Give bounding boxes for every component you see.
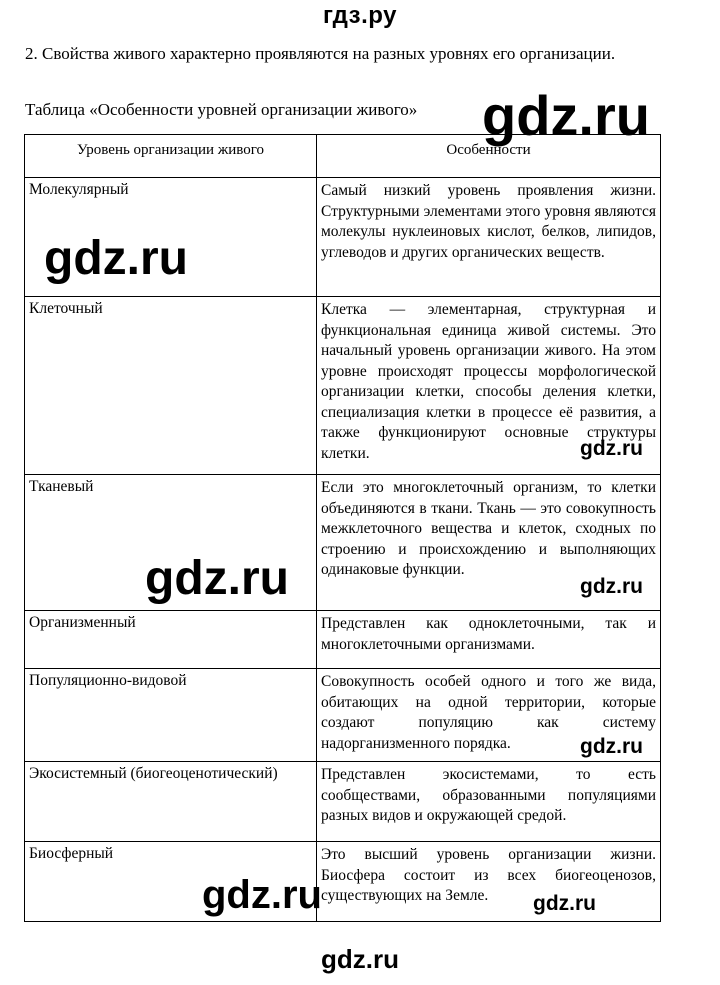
level-cell: Молекулярный — [25, 178, 317, 297]
watermark-tissue-large: gdz.ru — [145, 552, 289, 605]
features-cell: Клетка — элементарная, структурная и функциональная единица живой системы. Это начальный уровень организации живого. На этом уровне происходят процессы морфологической организации клетки, способы деления клетки, специализация клетки в процессе её развития, а также функционируют основные структуры клетки. — [317, 297, 661, 475]
level-cell: Экосистемный (биогеоценотический) — [25, 762, 317, 842]
table-row — [25, 669, 661, 762]
table-row — [25, 762, 661, 842]
header-watermark: гдз.ру — [323, 2, 397, 29]
level-cell: Клеточный — [25, 297, 317, 475]
level-cell: Биосферный — [25, 842, 317, 922]
level-cell: Популяционно-видовой — [25, 669, 317, 762]
table-row — [25, 297, 661, 475]
watermark-molecular: gdz.ru — [44, 232, 188, 285]
footer-watermark: gdz.ru — [321, 944, 399, 974]
level-cell: Организменный — [25, 611, 317, 669]
column-header-features: Особенности — [317, 135, 661, 178]
features-cell: Представлен как одноклеточными, так и многоклеточными организмами. — [317, 611, 661, 669]
features-cell: Если это многоклеточный организм, то клетки объединяются в ткани. Ткань — это совокупность межклеточного вещества и клеток, сходных по строению и происхождению и выполняющих одинаковые функции. — [317, 475, 661, 611]
level-cell: Тканевый — [25, 475, 317, 611]
watermark-biosphere-small: gdz.ru — [533, 892, 596, 915]
table-caption: Таблица «Особенности уровней организации живого» — [25, 100, 418, 119]
column-header-level: Уровень организации живого — [25, 135, 317, 178]
watermark-tissue-small: gdz.ru — [580, 575, 643, 598]
watermark-top-right: gdz.ru — [482, 84, 650, 147]
watermark-cellular: gdz.ru — [580, 437, 643, 460]
watermark-population: gdz.ru — [580, 735, 643, 758]
features-cell: Это высший уровень организации жизни. Биосфера состоит из всех биогеоценозов, существующих на Земле. — [317, 842, 661, 922]
task-text: 2. Свойства живого характерно проявляются на разных уровнях его организации. — [25, 44, 616, 63]
watermark-biosphere-large: gdz.ru — [202, 873, 322, 917]
table-row — [25, 611, 661, 669]
features-cell: Представлен экосистемами, то есть сообществами, образованными популяциями разных видов и окружающей средой. — [317, 762, 661, 842]
table-row — [25, 475, 661, 611]
features-cell: Совокупность особей одного и того же вида, обитающих на одной территории, которые создают популяцию как систему надорганизменного порядка. — [317, 669, 661, 762]
features-cell: Самый низкий уровень проявления жизни. Структурными элементами этого уровня являются молекулы нуклеиновых кислот, белков, липидов, углеводов и других органических веществ. — [317, 178, 661, 297]
